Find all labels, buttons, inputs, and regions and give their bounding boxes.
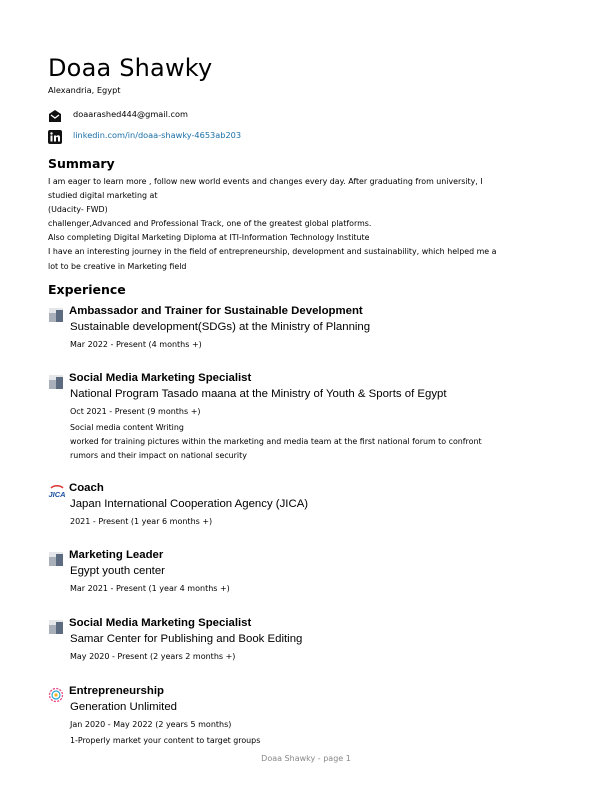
- job-description-line: rumors and their impact on national security: [70, 451, 247, 461]
- company-logo-icon: [48, 307, 64, 323]
- job-dates: 2021 - Present (1 year 6 months +): [70, 517, 213, 526]
- job-company: Samar Center for Publishing and Book Editing: [70, 633, 303, 645]
- candidate-location: Alexandria, Egypt: [48, 85, 121, 95]
- contact-linkedin: [48, 128, 242, 144]
- job-company: National Program Tasado maana at the Ministry of Youth & Sports of Egypt: [70, 388, 447, 400]
- job-dates: Jan 2020 - May 2022 (2 years 5 months): [70, 720, 232, 729]
- company-logo-icon: [48, 619, 64, 635]
- job-dates: Oct 2021 - Present (9 months +): [70, 407, 201, 416]
- job-description: [70, 421, 482, 464]
- email-text[interactable]: doaarashed444@gmail.com: [73, 109, 188, 119]
- summary-line: challenger,Advanced and Professional Track, one of the greatest global platforms.: [48, 219, 372, 229]
- job-dates: May 2020 - Present (2 years 2 months +): [70, 652, 236, 661]
- summary-line: lot to be creative in Marketing field: [48, 261, 187, 271]
- job-title: Coach: [69, 482, 104, 494]
- summary-heading: Summary: [48, 156, 115, 171]
- summary-line: I am eager to learn more , follow new world events and changes every day. After graduating from university, I: [48, 177, 483, 186]
- job-company: Sustainable development(SDGs) at the Ministry of Planning: [70, 321, 371, 333]
- job-company: Generation Unlimited: [70, 701, 177, 713]
- company-logo-icon: [48, 551, 64, 567]
- job-title: Entrepreneurship: [69, 685, 164, 697]
- summary-line: I have an interesting journey in the field of entrepreneurship, development and sustainability, which helped me a: [48, 247, 497, 257]
- summary-line: (Udacity- FWD): [48, 205, 108, 215]
- job-description-line: Social media content Writing: [70, 423, 184, 432]
- job-dates: Mar 2021 - Present (1 year 4 months +): [70, 584, 230, 593]
- job-title: Marketing Leader: [69, 549, 164, 561]
- summary-text: [48, 175, 558, 274]
- email-icon: [48, 108, 62, 122]
- job-title: Social Media Marketing Specialist: [69, 372, 252, 384]
- job-company: Japan International Cooperation Agency (JICA): [70, 498, 309, 510]
- jica-logo-icon: [48, 484, 64, 500]
- job-company: Egypt youth center: [70, 565, 165, 577]
- experience-heading: Experience: [48, 282, 126, 297]
- job-title: Social Media Marketing Specialist: [69, 617, 252, 629]
- generation-unlimited-logo-icon: [48, 687, 64, 703]
- job-description-line: worked for training pictures within the marketing and media team at the first national forum to confront: [70, 437, 482, 447]
- page-footer: Doaa Shawky - page 1: [261, 754, 351, 763]
- contact-email: [48, 107, 188, 123]
- job-title: Ambassador and Trainer for Sustainable Development: [69, 305, 363, 317]
- summary-line: studied digital marketing at: [48, 191, 158, 201]
- company-logo-icon: [48, 374, 64, 390]
- job-description: [70, 734, 260, 748]
- job-dates: Mar 2022 - Present (4 months +): [70, 340, 202, 349]
- linkedin-icon: [48, 129, 62, 143]
- svg-text:JICA: JICA: [48, 490, 66, 499]
- job-description-line: 1-Properly market your content to target groups: [70, 736, 261, 745]
- summary-line: Also completing Digital Marketing Diploma at ITI-Information Technology Institute: [48, 233, 370, 243]
- linkedin-link[interactable]: linkedin.com/in/doaa-shawky-4653ab203: [73, 130, 242, 140]
- candidate-name: Doaa Shawky: [48, 54, 213, 82]
